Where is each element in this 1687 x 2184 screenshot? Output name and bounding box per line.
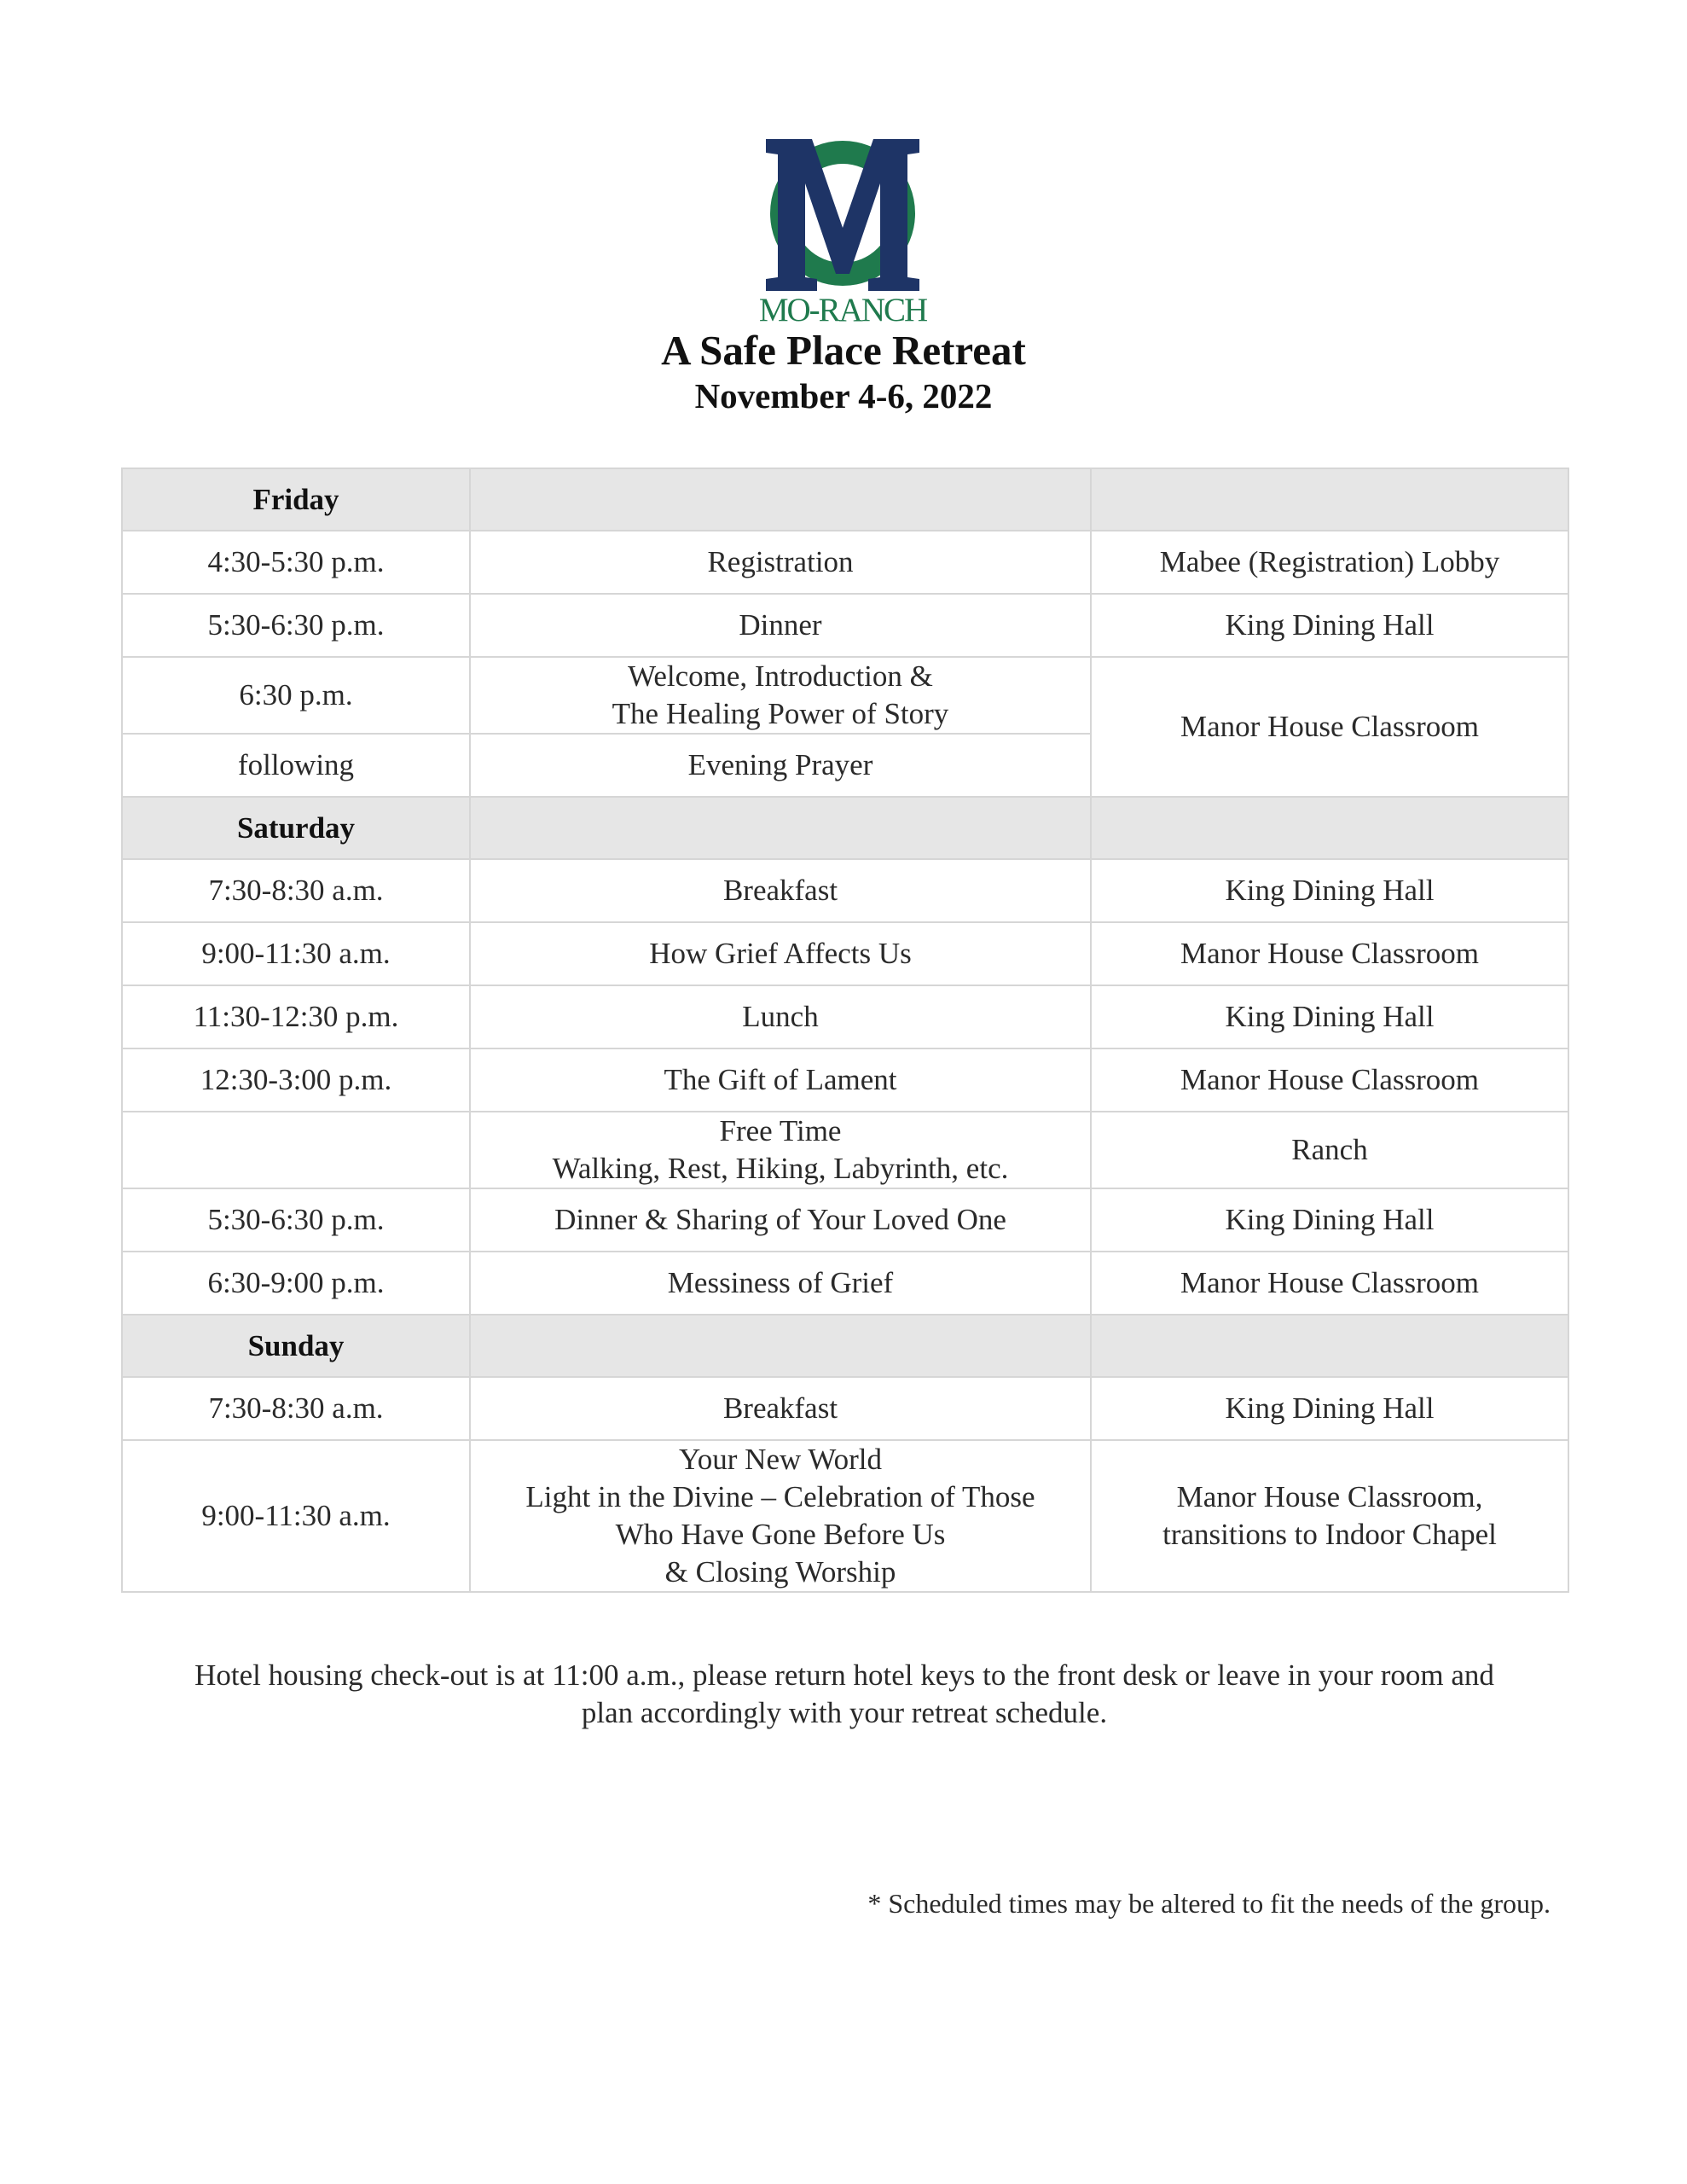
checkout-notice — [128, 1657, 1561, 1732]
day-name: Saturday — [122, 797, 470, 859]
day-row-empty-cell — [470, 468, 1091, 531]
location-cell: Manor House Classroom — [1091, 1252, 1568, 1315]
day-row-empty-cell — [1091, 797, 1568, 859]
event-cell — [470, 1440, 1091, 1592]
schedule-table — [121, 468, 1569, 1593]
table-row — [122, 1377, 1568, 1440]
time-cell: 6:30 p.m. — [122, 657, 470, 734]
time-cell: 9:00-11:30 a.m. — [122, 1440, 470, 1592]
location-cell: Manor House Classroom — [1091, 657, 1568, 797]
table-row — [122, 1252, 1568, 1315]
event-cell — [470, 1112, 1091, 1188]
table-row — [122, 1048, 1568, 1112]
table-row — [122, 1188, 1568, 1252]
event-line: Free Time — [719, 1114, 842, 1147]
time-cell: 6:30-9:00 p.m. — [122, 1252, 470, 1315]
event-cell — [470, 657, 1091, 734]
day-name: Friday — [122, 468, 470, 531]
event-cell: Registration — [470, 531, 1091, 594]
location-cell: King Dining Hall — [1091, 985, 1568, 1048]
time-cell: following — [122, 734, 470, 797]
event-line: Your New World — [679, 1443, 882, 1476]
event-dates: November 4-6, 2022 — [694, 376, 993, 415]
time-cell: 5:30-6:30 p.m. — [122, 594, 470, 657]
event-line: & Closing Worship — [664, 1555, 896, 1589]
event-cell: Breakfast — [470, 859, 1091, 922]
day-row-sunday — [122, 1315, 1568, 1377]
table-row — [122, 657, 1568, 734]
table-row — [122, 985, 1568, 1048]
checkout-line: plan accordingly with your retreat schedule. — [581, 1696, 1108, 1729]
location-cell: Mabee (Registration) Lobby — [1091, 531, 1568, 594]
event-cell: Breakfast — [470, 1377, 1091, 1440]
time-cell: 4:30-5:30 p.m. — [122, 531, 470, 594]
event-line: Walking, Rest, Hiking, Labyrinth, etc. — [552, 1152, 1009, 1185]
day-row-empty-cell — [1091, 1315, 1568, 1377]
time-cell: 11:30-12:30 p.m. — [122, 985, 470, 1048]
event-cell: Dinner — [470, 594, 1091, 657]
logo-wordmark: MO-RANCH — [758, 292, 927, 328]
location-line: Manor House Classroom, — [1176, 1480, 1483, 1513]
location-line: transitions to Indoor Chapel — [1162, 1518, 1497, 1551]
table-row — [122, 1440, 1568, 1592]
time-cell: 7:30-8:30 a.m. — [122, 1377, 470, 1440]
event-line: Who Have Gone Before Us — [615, 1518, 946, 1551]
event-cell: Lunch — [470, 985, 1091, 1048]
table-row — [122, 1112, 1568, 1188]
day-row-saturday — [122, 797, 1568, 859]
time-cell: 5:30-6:30 p.m. — [122, 1188, 470, 1252]
page-title: A Safe Place Retreat — [661, 327, 1026, 374]
location-cell: Manor House Classroom — [1091, 922, 1568, 985]
location-cell: King Dining Hall — [1091, 1188, 1568, 1252]
location-cell: King Dining Hall — [1091, 1377, 1568, 1440]
table-row — [122, 594, 1568, 657]
event-cell: Evening Prayer — [470, 734, 1091, 797]
table-row — [122, 859, 1568, 922]
event-cell: Dinner & Sharing of Your Loved One — [470, 1188, 1091, 1252]
location-cell: King Dining Hall — [1091, 859, 1568, 922]
event-line: Light in the Divine – Celebration of Those — [525, 1480, 1035, 1513]
table-row — [122, 531, 1568, 594]
time-cell: 9:00-11:30 a.m. — [122, 922, 470, 985]
day-row-empty-cell — [1091, 468, 1568, 531]
location-cell: King Dining Hall — [1091, 594, 1568, 657]
day-row-empty-cell — [470, 1315, 1091, 1377]
schedule-disclaimer: * Scheduled times may be altered to fit the needs of the group. — [867, 1888, 1551, 1919]
event-line: The Healing Power of Story — [612, 697, 949, 730]
time-cell: 7:30-8:30 a.m. — [122, 859, 470, 922]
day-row-friday — [122, 468, 1568, 531]
day-row-empty-cell — [470, 797, 1091, 859]
event-cell: Messiness of Grief — [470, 1252, 1091, 1315]
mo-ranch-logo — [757, 132, 928, 328]
table-row — [122, 922, 1568, 985]
checkout-line: Hotel housing check-out is at 11:00 a.m., please return hotel keys to the front desk or leave in your room and — [194, 1658, 1494, 1692]
event-line: Welcome, Introduction & — [628, 659, 933, 693]
location-cell — [1091, 1440, 1568, 1592]
time-cell — [122, 1112, 470, 1188]
location-cell: Ranch — [1091, 1112, 1568, 1188]
day-name: Sunday — [122, 1315, 470, 1377]
time-cell: 12:30-3:00 p.m. — [122, 1048, 470, 1112]
location-cell: Manor House Classroom — [1091, 1048, 1568, 1112]
event-cell: How Grief Affects Us — [470, 922, 1091, 985]
event-cell: The Gift of Lament — [470, 1048, 1091, 1112]
